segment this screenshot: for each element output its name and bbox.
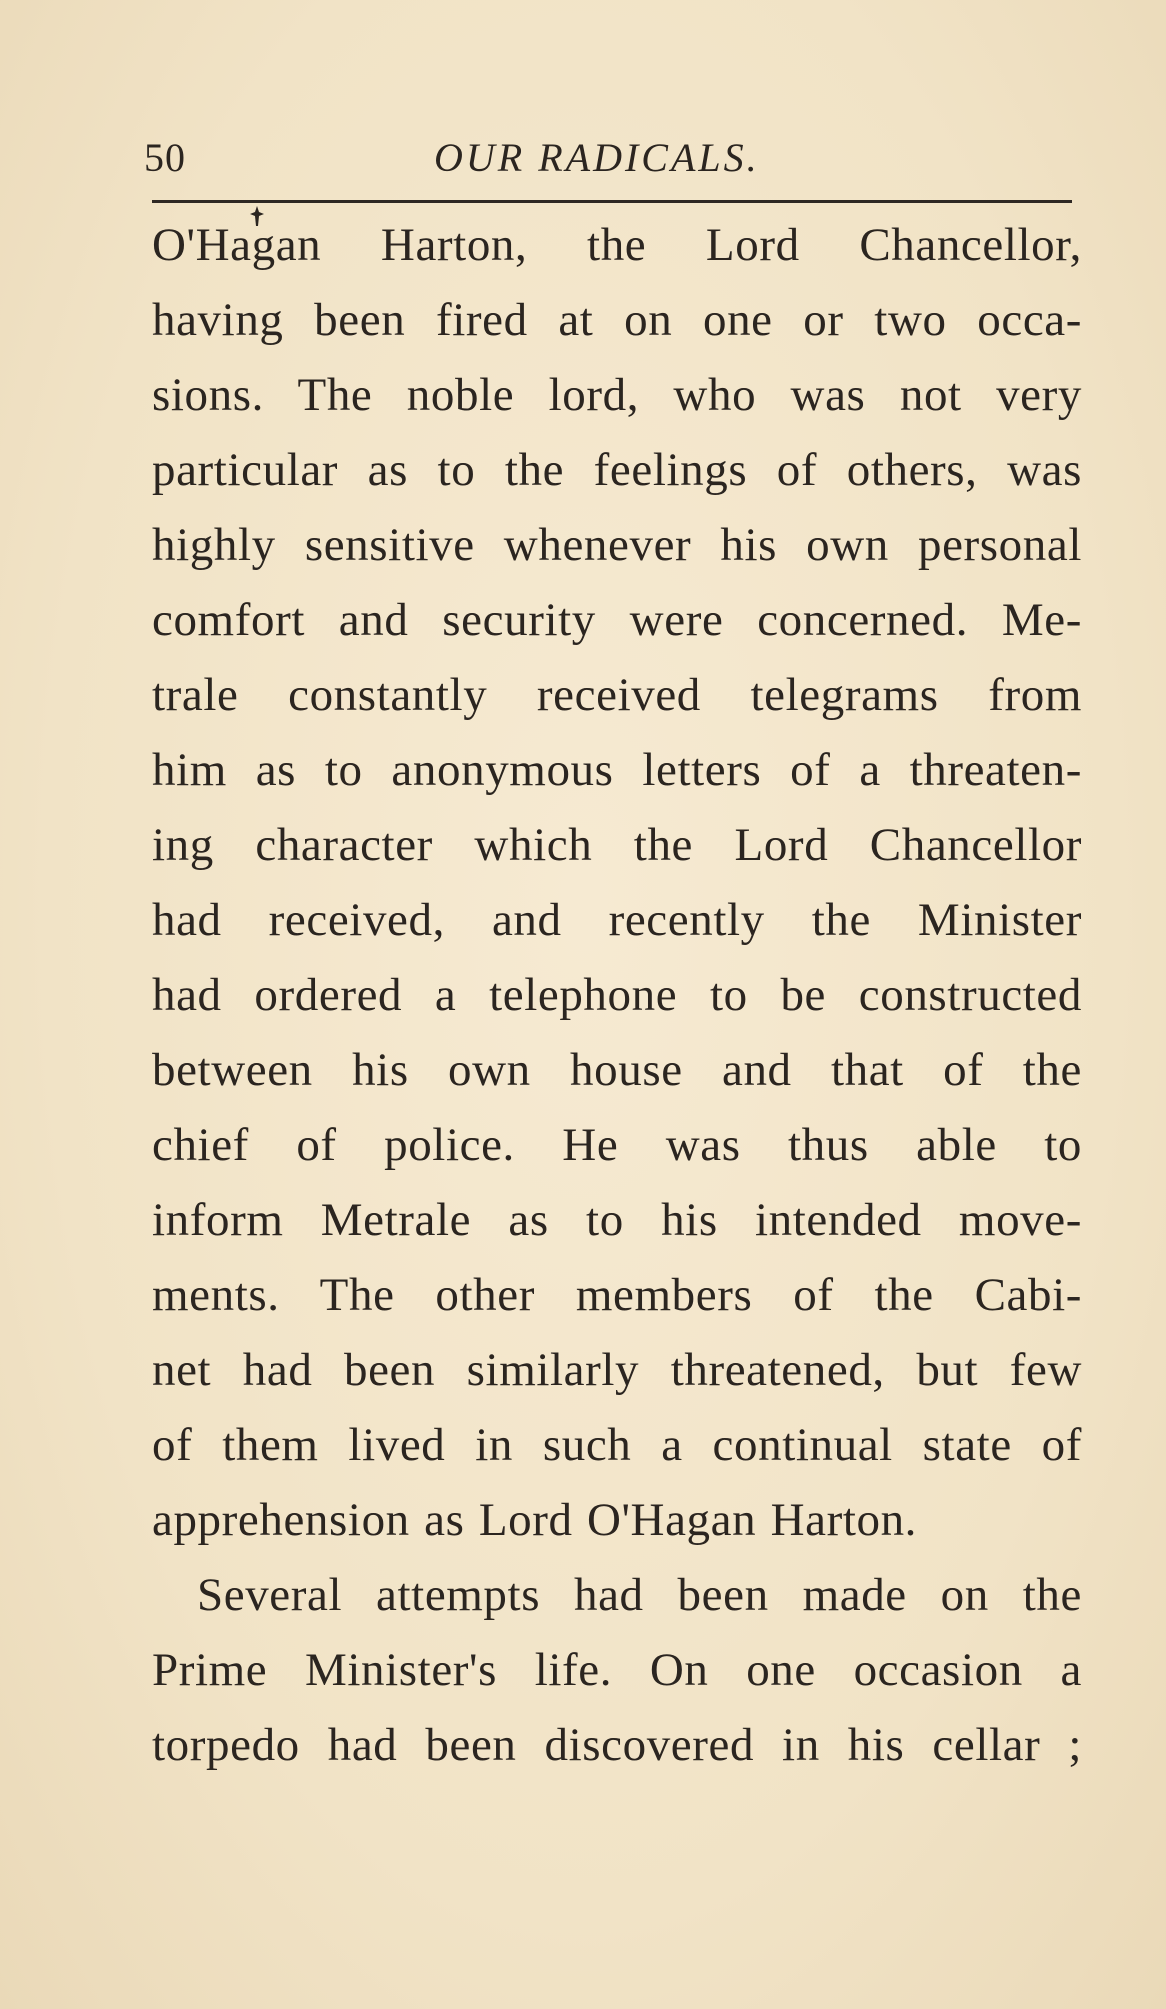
text-line: apprehension as Lord O'Hagan Harton.	[152, 1494, 918, 1546]
text-line: net had been similarly threatened, but few	[152, 1344, 1082, 1396]
text-line: chief of police. He was thus able to	[152, 1119, 1082, 1171]
header-rule	[152, 200, 1072, 203]
text-line: sions. The noble lord, who was not very	[152, 369, 1082, 421]
text-line: particular as to the feelings of others, was	[152, 444, 1082, 496]
text-line: between his own house and that of the	[152, 1044, 1082, 1096]
text-line: comfort and security were concerned. Me-	[152, 594, 1082, 646]
text-line: had received, and recently the Minister	[152, 894, 1082, 946]
text-line: of them lived in such a continual state of	[152, 1419, 1082, 1471]
page-number: 50	[144, 135, 186, 180]
text-line: Prime Minister's life. On one occasion a	[152, 1644, 1082, 1696]
text-line: ments. The other members of the Cabi-	[152, 1269, 1082, 1321]
text-line: ing character which the Lord Chancellor	[152, 819, 1082, 871]
running-title: OUR RADICALS.	[434, 135, 760, 180]
text-line: Several attempts had been made on the	[197, 1569, 1082, 1621]
text-line: having been fired at on one or two occa-	[152, 294, 1082, 346]
text-line: O'Hagan Harton, the Lord Chancellor,	[152, 219, 1082, 271]
body-text	[152, 208, 1082, 1783]
text-line: had ordered a telephone to be constructed	[152, 969, 1082, 1021]
text-line: trale constantly received telegrams from	[152, 669, 1082, 721]
page-header	[144, 128, 1074, 188]
text-line: highly sensitive whenever his own personal	[152, 519, 1082, 571]
text-line: him as to anonymous letters of a threaten-	[152, 744, 1082, 796]
text-line: torpedo had been discovered in his cellar ;	[152, 1719, 1082, 1771]
text-line: inform Metrale as to his intended move-	[152, 1194, 1082, 1246]
